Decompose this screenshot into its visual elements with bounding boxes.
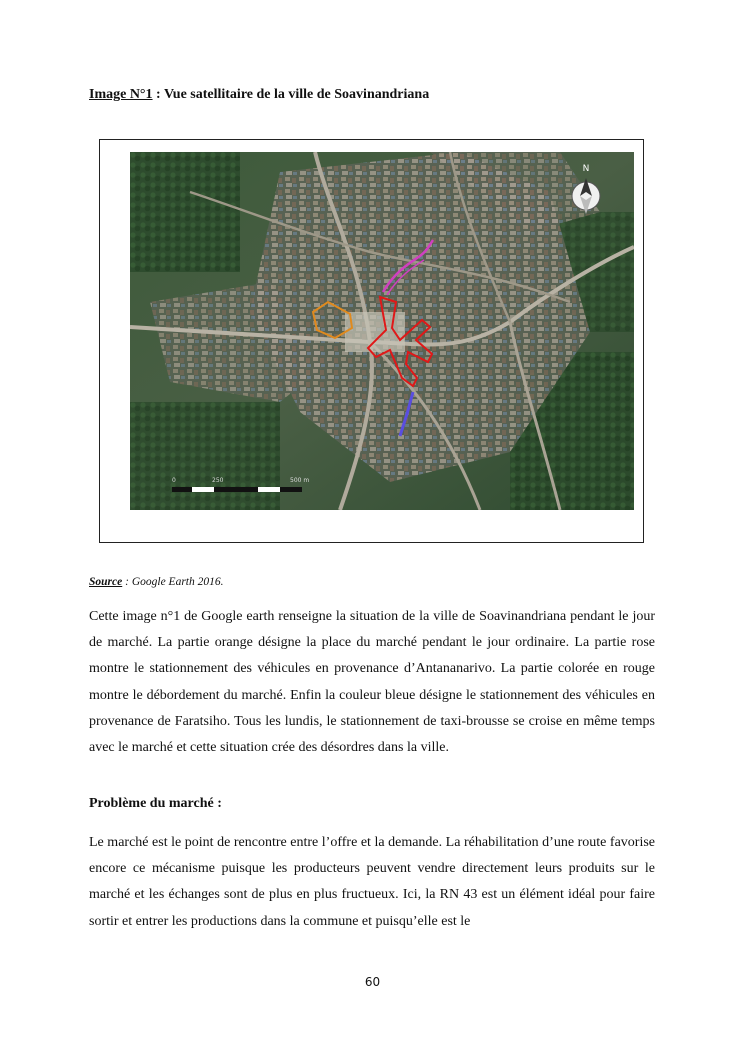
figure-source bbox=[89, 576, 224, 588]
source-text: : Google Earth 2016. bbox=[122, 576, 224, 588]
paragraph-market-problem: Le marché est le point de rencontre entre l’offre et la demande. La réhabilitation d’une route favorise encore ce mécanisme puisque les producteurs peuvent vendre directement leurs produits sur le marché et les échanges sont de plus en plus fructueux. Ici, la RN 43 est un élément idéal pour faire sortir et entrer les productions dans la commune et puisqu’elle est le bbox=[89, 835, 655, 929]
scale-label-0: 0 bbox=[172, 477, 176, 484]
source-label: Source bbox=[89, 576, 123, 588]
paragraph-description: Cette image n°1 de Google earth renseigne la situation de la ville de Soavinandriana pendant le jour de marché. La partie orange désigne la place du marché pendant le jour ordinaire. La partie rose montre le stationnement des véhicules en provenance d’Antananarivo. La partie colorée en rouge montre le débordement du marché. Enfin la couleur bleue désigne le stationnement des véhicules en provenance de Faratsiho. Tous les lundis, le stationnement de taxi-brousse se croise en même temps avec le marché et cette situation crée des désordres dans la ville. bbox=[89, 609, 655, 756]
section-heading: Problème du marché : bbox=[89, 796, 222, 811]
figure-caption bbox=[89, 87, 429, 103]
figure-frame bbox=[99, 139, 644, 543]
satellite-image bbox=[130, 152, 634, 510]
page-number: 60 bbox=[364, 975, 381, 989]
scale-label-2: 500 m bbox=[290, 477, 310, 484]
caption-label: Image N°1 bbox=[89, 87, 153, 102]
north-label: N bbox=[582, 164, 590, 174]
caption-title: : Vue satellitaire de la ville de Soavinandriana bbox=[152, 87, 430, 102]
scale-label-1: 250 bbox=[212, 477, 224, 484]
